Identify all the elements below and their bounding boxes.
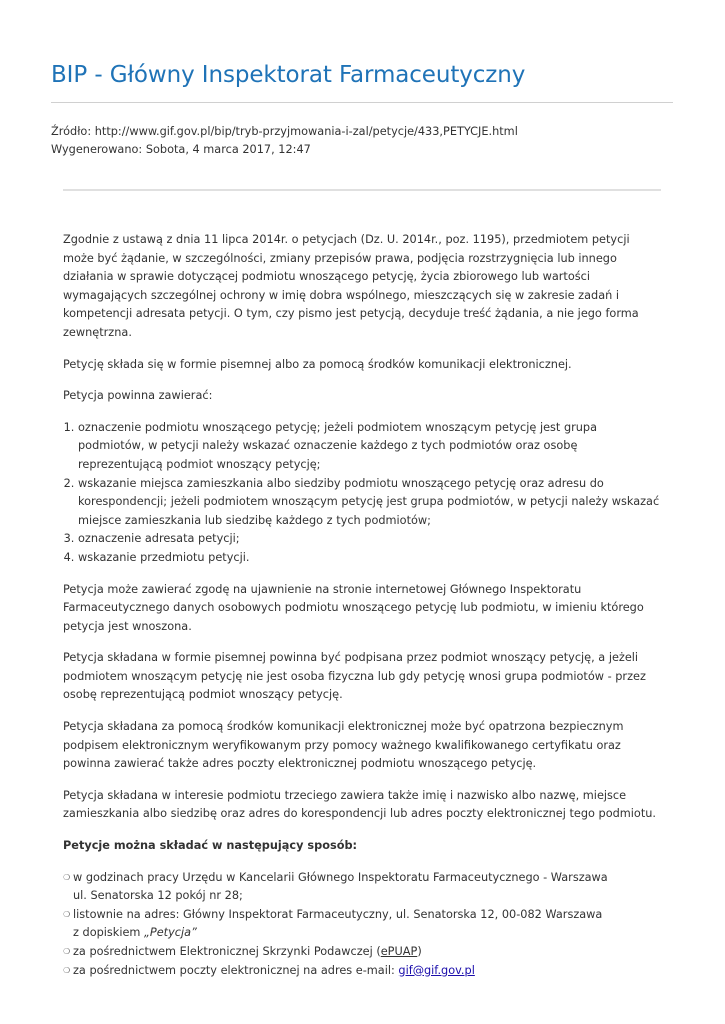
requirements-list bbox=[63, 419, 661, 568]
paragraph-third-party: Petycja składana w interesie podmiotu trzeciego zawiera także imię i nazwisko albo nazwę, miejsce zamieszkania albo siedzibę oraz adres do korespondencji lub adres poczty elektronicznej tego podmiotu. bbox=[63, 788, 657, 821]
requirement-item: 4. wskazanie przedmiotu petycji. bbox=[78, 549, 661, 568]
generated-date: Wygenerowano: Sobota, 4 marca 2017, 12:47 bbox=[51, 142, 311, 156]
way-mail-line2 bbox=[73, 924, 661, 943]
way-mail-note: „Petycja” bbox=[144, 926, 197, 940]
paragraph-intro: Zgodnie z ustawą z dnia 11 lipca 2014r. o petycjach (Dz. U. 2014r., poz. 1195), przedmiotem petycji może być żądanie, w szczególności, zmiany przepisów prawa, podjęcia rozstrzygnięcia lub innego działania w sprawie dotyczącej podmiotu wnoszącego petycję, życia zbiorowego lub wartości wymagających szczególnej ochrony w imię dobra wspólnego, mieszczących się w zakresie zadań i kompetencji adresata petycji. O tym, czy pismo jest petycją, decyduje treść żądania, a nie jego forma zewnętrzna. bbox=[63, 233, 639, 339]
email-link[interactable]: gif@gif.gov.pl bbox=[398, 963, 475, 977]
way-epuap-suffix: ) bbox=[417, 945, 422, 958]
way-mail-line1: listownie na adres: Główny Inspektorat Farmaceutyczny, ul. Senatorska 12, 00-082 Warszawa bbox=[73, 907, 603, 921]
page-title: BIP - Główny Inspektorat Farmaceutyczny bbox=[51, 62, 526, 88]
meta-divider bbox=[63, 189, 661, 191]
submission-way-item bbox=[63, 869, 661, 906]
way-email-prefix: za pośrednictwem poczty elektronicznej na adres e-mail: bbox=[73, 963, 399, 977]
paragraph-written: Petycja składana w formie pisemnej powinna być podpisana przez podmiot wnoszący petycję, a jeżeli podmiotem wnoszącym petycję nie jest osoba fizyczna lub gdy petycję wnosi grupa podmiotów - przez osobę reprezentującą podmiot wnoszący petycję. bbox=[63, 651, 646, 702]
requirement-item: 2. wskazanie miejsca zamieszkania albo siedziby podmiotu wnoszącego petycję oraz adresu do korespondencji; jeżeli podmiotem wnoszącym petycję jest grupa podmiotów, w petycji należy wskazać miejsce zamieszkania lub siedzibę każdego z tych podmiotów; bbox=[78, 475, 661, 531]
paragraph-electronic: Petycja składana za pomocą środków komunikacji elektronicznej może być opatrzona bezpiecznym podpisem elektronicznym weryfikowanym przy pomocy ważnego kwalifikowanego certyfikatu oraz powinna zawierać także adres poczty elektronicznej podmiotu wnoszącego petycję. bbox=[63, 720, 624, 771]
paragraph-form: Petycję składa się w formie pisemnej albo za pomocą środków komunikacji elektronicznej. bbox=[63, 357, 572, 371]
way-office-line1: w godzinach pracy Urzędu w Kancelarii Głównego Inspektoratu Farmaceutycznego - Warszawa bbox=[73, 870, 608, 884]
requirement-item: 1. oznaczenie podmiotu wnoszącego petycję; jeżeli podmiotem wnoszącym petycję jest grupa podmiotów, w petycji należy wskazać oznaczenie każdego z tych podmiotów oraz osobę reprezentującą podmiot wnoszący petycję; bbox=[78, 419, 661, 475]
paragraph-contents-lead: Petycja powinna zawierać: bbox=[63, 389, 213, 403]
document-meta bbox=[51, 123, 518, 158]
submission-way-item bbox=[63, 906, 661, 943]
paragraph-consent: Petycja może zawierać zgodę na ujawnienie na stronie internetowej Głównego Inspektoratu Farmaceutycznego danych osobowych podmiotu wnoszącego petycję lub podmiotu, w imieniu którego petycja jest wnoszona. bbox=[63, 582, 644, 633]
header-divider bbox=[51, 102, 673, 103]
way-epuap-prefix: za pośrednictwem Elektronicznej Skrzynki Podawczej ( bbox=[73, 945, 381, 958]
way-email bbox=[73, 962, 661, 981]
submission-way-item bbox=[63, 962, 661, 981]
circle-bullet-icon: ❍ bbox=[63, 965, 71, 975]
circle-bullet-icon: ❍ bbox=[63, 947, 71, 956]
circle-bullet-icon: ❍ bbox=[63, 872, 71, 882]
circle-bullet-icon: ❍ bbox=[63, 909, 71, 919]
ways-heading: Petycje można składać w następujący sposób: bbox=[63, 839, 358, 853]
way-epuap bbox=[73, 943, 661, 962]
way-mail-prefix: z dopiskiem bbox=[73, 926, 145, 940]
epuap-link[interactable]: ePUAP bbox=[380, 945, 418, 958]
submission-ways-list bbox=[63, 869, 661, 981]
requirement-item: 3. oznaczenie adresata petycji; bbox=[78, 530, 661, 549]
way-office-line2: ul. Senatorska 12 pokój nr 28; bbox=[73, 889, 243, 903]
source-url: Źródło: http://www.gif.gov.pl/bip/tryb-przyjmowania-i-zal/petycje/433,PETYCJE.html bbox=[51, 125, 518, 138]
article-body bbox=[63, 231, 661, 980]
submission-way-item bbox=[63, 943, 661, 962]
